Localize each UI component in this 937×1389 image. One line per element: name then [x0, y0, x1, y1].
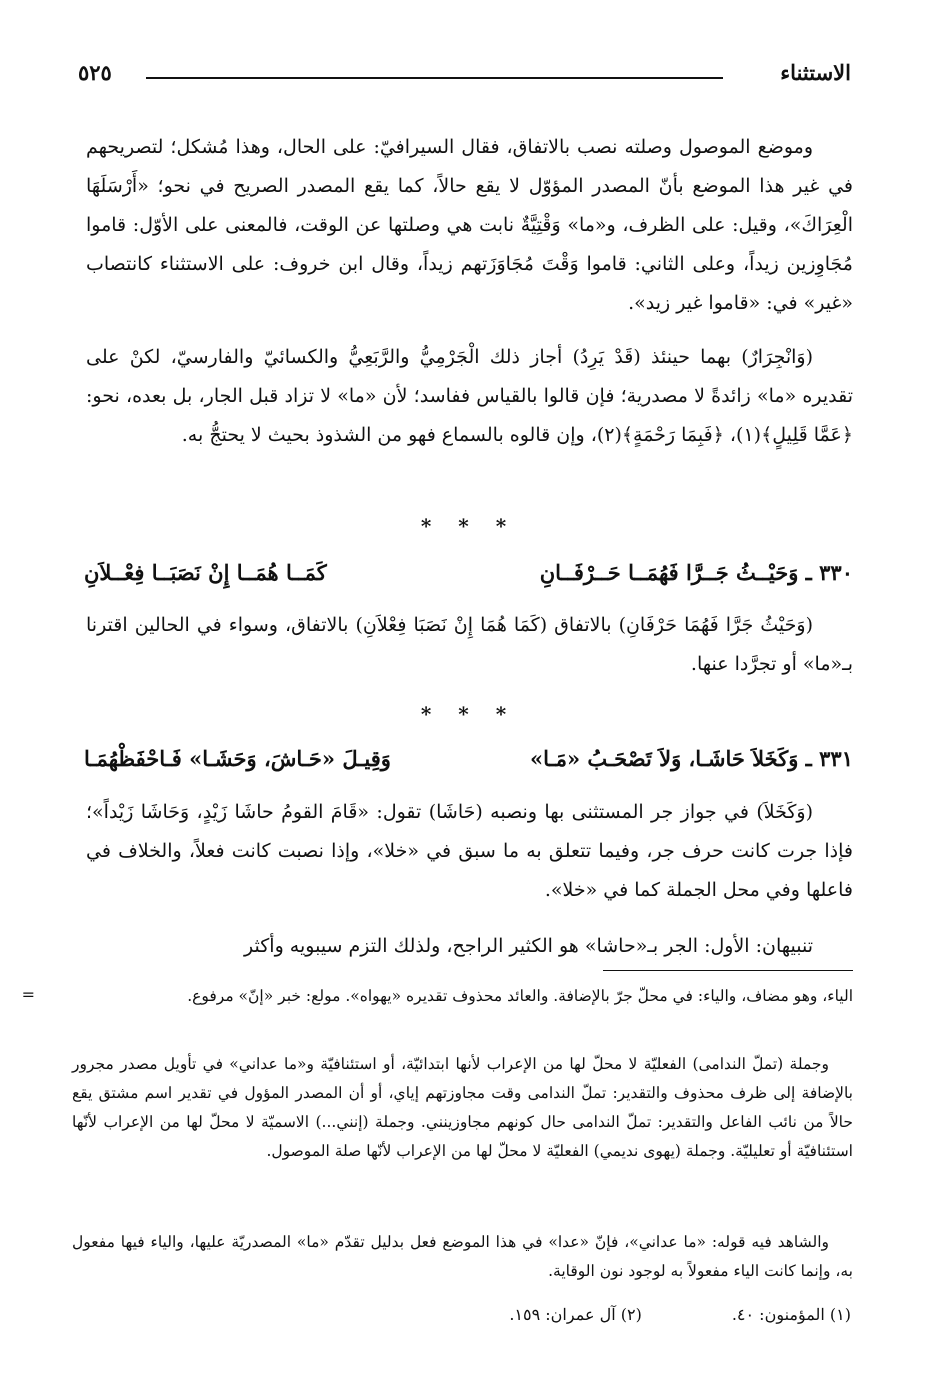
separator-stars: * * * [420, 702, 517, 726]
paragraph-2: (وَانْجِرَارٌ) بهما حينئذ (قَدْ يَرِدُ) أجاز ذلك الْجَرْمِيُّ والرَّبَعِيُّ والكسائيّ والفارسيّ، لكنْ على تقديره «ما» زائدةً لا مصدرية؛ فإن قالوا بالقياس ففاسد؛ لأن «ما» لا تزاد قبل الجار، بل بعده، نحو: ﴿عَمَّا قَلِيلٍ﴾(١)، ﴿فَبِمَا رَحْمَةٍ﴾(٢)، وإن قالوه بالسماع فهو من الشذوذ بحيث لا يحتجُّ به. [86, 346, 853, 446]
page-number: ٥٢٥ [78, 60, 112, 85]
verse-330 [84, 560, 853, 585]
chapter-title: الاستثناء [780, 60, 851, 85]
separator-stars: * * * [420, 514, 517, 538]
footnote-ref-2: (٢) آل عمران: ١٥٩. [509, 1305, 642, 1324]
verse-hemistich-right: ٣٣١ ـ وَكَخَلاَ حَاشَـا، وَلاَ تَصْحَـبُ «مَـا» [530, 746, 853, 771]
paragraph-4: (وَكَخَلاَ) في جواز جر المستثنى بها ونصبه (حَاشَا) تقول: «قَامَ القومُ حاشَا زَيْدٍ، وَحَاشَا زَيْداً»؛ فإذا جرت كانت حرف جر، وفيما تتعلق به ما سبق في «خلا»، وإذا نصبت كانت فعلاً، والخلاف في فاعلها وفي محل الجملة كما في «خلا». [86, 801, 853, 901]
footnote-rule [603, 970, 853, 971]
footnote-ref-1: (١) المؤمنون: ٤٠. [731, 1305, 851, 1324]
page-header [78, 58, 851, 88]
footnote-continued: الياء، وهو مضاف، والياء: في محلّ جرّ بالإضافة. والعائد محذوف تقديره «يهواه». مولع: خبر «إنّ» مرفوع. [187, 987, 853, 1005]
footnote-references [86, 1305, 851, 1324]
verse-hemistich-right: ٣٣٠ ـ وَحَيْــثُ جَــرَّا فَهُمَــا حَــرْفَــانِ [539, 560, 853, 585]
paragraph-3: (وَحَيْثُ جَرَّا فَهُمَا حَرْفَانِ) بالاتفاق (كَمَا هُمَا إِنْ نَصَبَا فِعْلاَنِ) بالاتفاق، وسواء في الحالين اقترنا بـ«ما» أو تجرَّدا عنها. [86, 614, 853, 675]
verse-hemistich-left: وَقِيـلَ «حَـاشَ، وَحَشَـا» فَـاحْفَظْهُمَـا [84, 746, 391, 771]
paragraph-1: وموضع الموصول وصلته نصب بالاتفاق، فقال السيرافيّ: على الحال، وهذا مُشكل؛ لتصريحهم في غير هذا الموضع بأنّ المصدر المؤوّل لا يقع حالاً، كما يقع المصدر الصريح في نحو؛ «أَرْسَلَهَا الْعِرَاكَ»، وقيل: على الظرف، و«ما» وَقْتِيَّةٌ نابت هي وصلتها عن الوقت، فالمعنى على الأوّل: قاموا مُجَاوِزين زيداً، وعلى الثاني: قاموا وَقْتَ مُجَاوَزَتهم زيداً، وقال ابن خروف: على الاستثناء كانتصاب «غير» في: «قاموا غير زيد». [86, 136, 853, 314]
header-rule [146, 77, 723, 79]
verse-hemistich-left: كَمَــا هُمَــا إِنْ نَصَبَــا فِعْــلاَنِ [84, 560, 327, 585]
paragraph-5: تنبيهان: الأول: الجر بـ«حاشا» هو الكثير الراجح، ولذلك التزم سيبويه وأكثر [244, 935, 813, 957]
footnote-witness: والشاهد فيه قوله: «ما عداني»، فإنّ «عدا» في هذا الموضع فعل بدليل تقدّم «ما» المصدريّة عليها، والياء فيها مفعول به، وإنما كانت الياء مفعولاً به لوجود نون الوقاية. [72, 1233, 853, 1280]
footnote-paragraph: وجملة (تملّ الندامى) الفعليّة لا محلّ لها من الإعراب لأنها ابتدائيّة، أو استئنافيّة و«ما عداني» في تأويل مصدر مجرور بالإضافة إلى ظرف محذوف والتقدير: تملّ الندامى وقت مجاوزتهم إياي، أو أن المصدر المؤول في تقدير اسم مشتق يقع حالاً من نائب الفاعل والتقدير: تملّ الندامى حال كونهم مجاوزينني. وجملة (إنني...) الاسميّة لا محلّ لها من الإعراب لأنّها استئنافيّة أو تعليليّة. وجملة (يهوى نديمي) الفعليّة لا محلّ لها من الإعراب لأنّها صلة الموصول. [72, 1055, 853, 1160]
footnote-continuation-mark: = [21, 985, 35, 1004]
verse-331 [84, 746, 853, 771]
